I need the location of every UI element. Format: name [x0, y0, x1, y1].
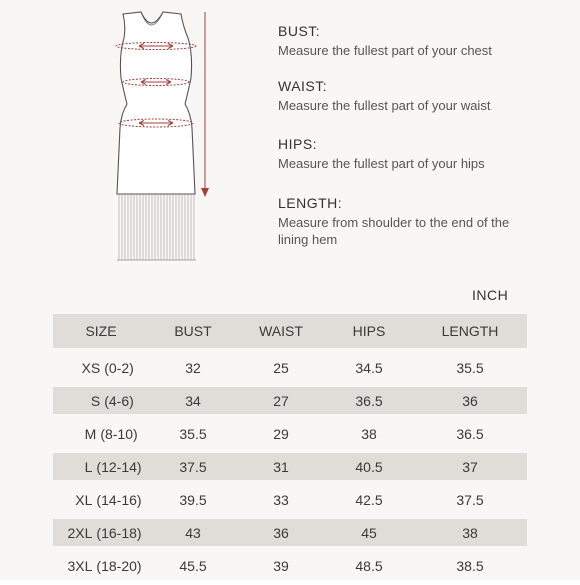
cell-waist: 31 — [237, 453, 325, 480]
size-range: (4-6) — [104, 392, 134, 409]
dress-illustration — [95, 8, 225, 262]
table-header-row — [53, 314, 527, 348]
cell-size — [53, 354, 149, 381]
table-row — [53, 420, 527, 447]
cell-hips: 45 — [325, 519, 413, 546]
size-range: (12-14) — [96, 458, 142, 475]
guide-hips-desc: Measure the fullest part of your hips — [278, 156, 485, 171]
unit-label: INCH — [472, 287, 509, 303]
cell-waist: 39 — [273, 557, 289, 574]
length-arrow — [201, 12, 209, 197]
guide-waist-title: WAIST: — [278, 78, 328, 94]
size-code: M — [84, 425, 97, 442]
size-code: XL — [75, 491, 93, 508]
cell-size — [53, 486, 149, 513]
size-range: (8-10) — [100, 425, 138, 442]
cell-bust: 34 — [149, 387, 237, 414]
cell-hips: 40.5 — [325, 453, 413, 480]
cell-hips: 38 — [361, 425, 377, 442]
cell-bust: 35.5 — [179, 425, 207, 442]
cell-size — [53, 420, 149, 447]
size-range: (16-18) — [96, 524, 142, 541]
guide-bust-desc: Measure the fullest part of your chest — [278, 43, 492, 58]
cell-bust: 32 — [185, 359, 201, 376]
cell-bust: 45.5 — [179, 557, 207, 574]
cell-length: 37 — [413, 453, 527, 480]
header-waist: WAIST — [237, 314, 325, 348]
cell-bust: 37.5 — [149, 453, 237, 480]
header-bust: BUST — [149, 314, 237, 348]
size-table — [53, 308, 527, 585]
table-row — [53, 453, 527, 480]
guide-length-title: LENGTH: — [278, 195, 343, 211]
cell-waist: 27 — [237, 387, 325, 414]
cell-hips: 34.5 — [355, 359, 383, 376]
cell-hips: 36.5 — [325, 387, 413, 414]
table-row — [53, 486, 527, 513]
guide-bust — [278, 22, 558, 59]
cell-hips: 42.5 — [355, 491, 383, 508]
guide-hips — [278, 135, 558, 172]
guide-hips-title: HIPS: — [278, 136, 318, 152]
cell-length: 38 — [413, 519, 527, 546]
guide-bust-title: BUST: — [278, 23, 321, 39]
cell-size — [53, 519, 149, 546]
cell-bust: 39.5 — [179, 491, 207, 508]
cell-waist: 29 — [273, 425, 289, 442]
guide-waist — [278, 77, 558, 114]
table-row — [53, 552, 527, 579]
header-hips: HIPS — [325, 314, 413, 348]
cell-size — [53, 387, 149, 414]
size-code: 2XL — [67, 524, 93, 541]
cell-length: 35.5 — [456, 359, 484, 376]
cell-bust: 43 — [149, 519, 237, 546]
dress-outline — [117, 12, 195, 194]
guide-waist-desc: Measure the fullest part of your waist — [278, 98, 491, 113]
header-length: LENGTH — [413, 314, 527, 348]
size-range: (18-20) — [96, 557, 142, 574]
cell-length: 36 — [413, 387, 527, 414]
cell-waist: 36 — [237, 519, 325, 546]
dress-fringe — [119, 194, 194, 260]
size-code: L — [84, 458, 93, 475]
cell-waist: 25 — [273, 359, 289, 376]
header-size: SIZE — [53, 314, 149, 348]
cell-size — [53, 552, 149, 579]
cell-length: 37.5 — [456, 491, 484, 508]
cell-hips: 48.5 — [355, 557, 383, 574]
size-code: 3XL — [67, 557, 93, 574]
cell-size — [53, 453, 149, 480]
cell-length: 38.5 — [456, 557, 484, 574]
guide-length — [278, 194, 528, 248]
size-code: S — [90, 392, 101, 409]
size-code: XS — [81, 359, 101, 376]
guide-length-desc: Measure from shoulder to the end of the lining hem — [278, 215, 510, 247]
size-range: (14-16) — [96, 491, 142, 508]
table-row — [53, 387, 527, 414]
size-range: (0-2) — [104, 359, 134, 376]
cell-length: 36.5 — [456, 425, 484, 442]
cell-waist: 33 — [273, 491, 289, 508]
table-row — [53, 354, 527, 381]
table-row — [53, 519, 527, 546]
